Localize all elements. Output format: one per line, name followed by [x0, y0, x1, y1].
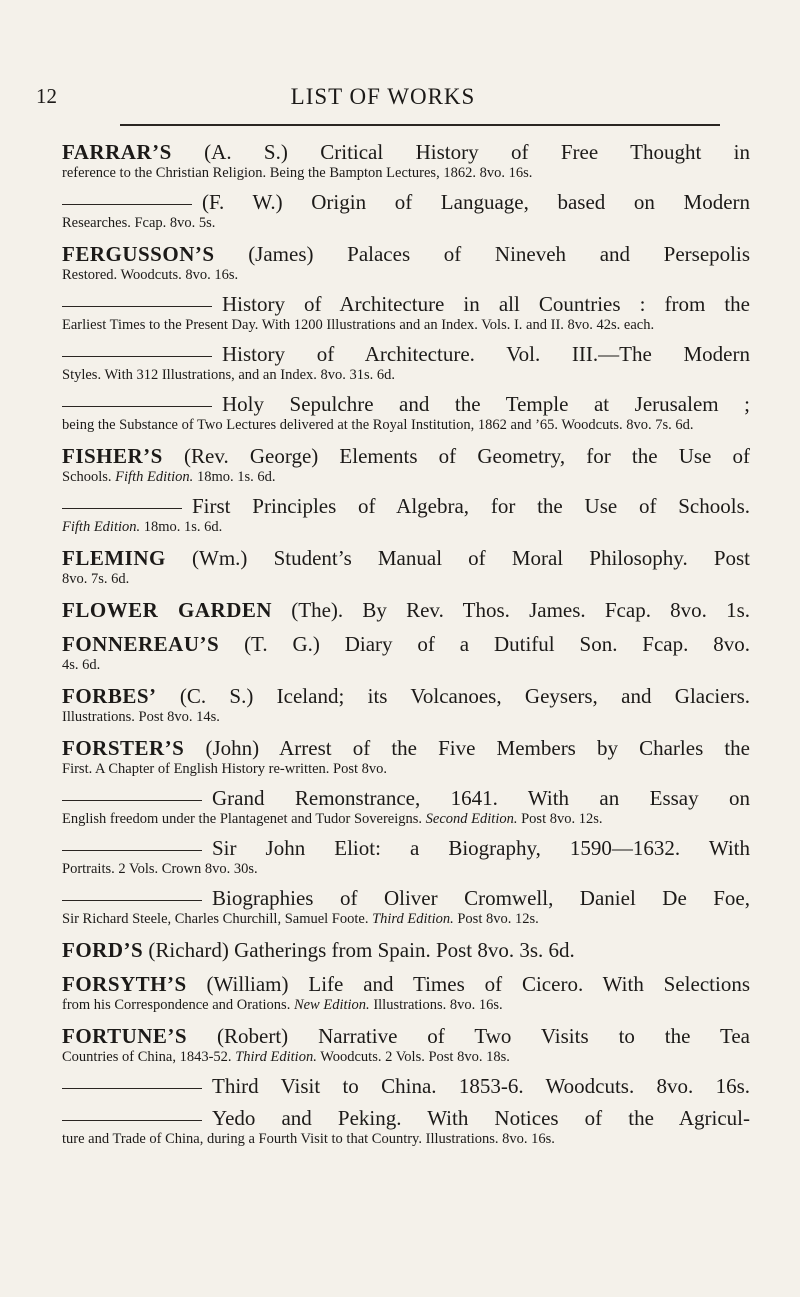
entry-description: 4s. 6d. — [62, 657, 101, 673]
list-item — [62, 598, 750, 622]
ditto-dash — [62, 800, 202, 801]
entry-description: Restored. Woodcuts. 8vo. 16s. — [62, 267, 239, 283]
entry-description: Fifth Edition. 18mo. 1s. 6d. — [62, 519, 223, 535]
list-item — [62, 494, 750, 536]
entry-author: FORSYTH’S — [62, 972, 187, 996]
entry-title: Arrest of the Five Members by Charles the — [279, 736, 751, 760]
entry-author: FORTUNE’S — [62, 1024, 188, 1048]
entry-title: Third Visit to China. 1853-6. Woodcuts. 8vo. 16s. — [212, 1074, 750, 1098]
entry-description: ture and Trade of China, during a Fourth Visit to that Country. Illustrations. 8vo. 16s. — [62, 1131, 555, 1147]
entry-description: Countries of China, 1843-52. Third Edition. Woodcuts. 2 Vols. Post 8vo. 18s. — [62, 1049, 510, 1065]
ditto-dash — [62, 204, 192, 205]
list-item — [62, 786, 750, 828]
entry-title: Sir John Eliot: a Biography, 1590—1632. With — [212, 836, 750, 860]
entry-author: FLEMING — [62, 546, 166, 570]
entry-initials: (The). — [291, 598, 344, 622]
page-number: 12 — [36, 84, 57, 108]
entry-description: Earliest Times to the Present Day. With 1200 Illustrations and an Index. Vols. I. and II. 8vo. 42s. each. — [62, 317, 655, 333]
list-item — [62, 242, 750, 284]
entry-author: FLOWER GARDEN — [62, 598, 273, 622]
entry-description: 8vo. 7s. 6d. — [62, 571, 130, 587]
list-item — [62, 836, 750, 878]
entry-initials: (John) — [205, 736, 260, 760]
works-list — [62, 140, 750, 1158]
entry-title: Narrative of Two Visits to the Tea — [318, 1024, 751, 1048]
entry-initials: (A. S.) — [204, 140, 288, 164]
entry-title: Holy Sepulchre and the Temple at Jerusalem ; — [222, 392, 750, 416]
entry-initials: (F. W.) — [202, 190, 283, 214]
entry-initials: (T. G.) — [244, 632, 320, 656]
list-item — [62, 546, 750, 588]
entry-title: Biographies of Oliver Cromwell, Daniel De Foe, — [212, 886, 750, 910]
entry-author: FISHER’S — [62, 444, 163, 468]
entry-description: Sir Richard Steele, Charles Churchill, Samuel Foote. Third Edition. Post 8vo. 12s. — [62, 911, 539, 927]
list-item — [62, 292, 750, 334]
page-header — [36, 84, 730, 114]
entry-description: being the Substance of Two Lectures delivered at the Royal Institution, 1862 and ’65. Woodcuts. 8vo. 7s. 6d. — [62, 417, 694, 433]
entry-initials: (Rev. George) — [184, 444, 319, 468]
entry-initials: (C. S.) — [179, 684, 254, 708]
entry-author: FORBES’ — [62, 684, 157, 708]
list-item — [62, 140, 750, 182]
entry-author: FARRAR’S — [62, 140, 172, 164]
entry-initials: (Robert) — [217, 1024, 289, 1048]
list-item — [62, 1106, 750, 1148]
list-item — [62, 190, 750, 232]
list-item — [62, 392, 750, 434]
entry-initials: (James) — [248, 242, 314, 266]
entry-title: Gatherings from Spain. Post 8vo. 3s. 6d. — [234, 938, 575, 962]
entry-title: Palaces of Nineveh and Persepolis — [347, 242, 751, 266]
list-item — [62, 1024, 750, 1066]
entry-title: History of Architecture. Vol. III.—The Modern — [222, 342, 750, 366]
entry-author: FORSTER’S — [62, 736, 185, 760]
list-item — [62, 342, 750, 384]
entry-title: Diary of a Dutiful Son. Fcap. 8vo. — [344, 632, 751, 656]
list-item — [62, 632, 750, 674]
ditto-dash — [62, 508, 182, 509]
entry-title: Origin of Language, based on Modern — [311, 190, 751, 214]
entry-author: FONNEREAU’S — [62, 632, 220, 656]
entry-description: Schools. Fifth Edition. 18mo. 1s. 6d. — [62, 469, 276, 485]
ditto-dash — [62, 900, 202, 901]
entry-description: First. A Chapter of English History re-written. Post 8vo. — [62, 761, 388, 777]
list-item — [62, 1074, 750, 1098]
ditto-dash — [62, 306, 212, 307]
list-item — [62, 684, 750, 726]
ditto-dash — [62, 406, 212, 407]
entry-initials: (Wm.) — [192, 546, 248, 570]
list-item — [62, 886, 750, 928]
list-item — [62, 444, 750, 486]
entry-description: English freedom under the Plantagenet and Tudor Sovereigns. Second Edition. Post 8vo. 12s. — [62, 811, 603, 827]
entry-title: Life and Times of Cicero. With Selections — [308, 972, 750, 996]
ditto-dash — [62, 850, 202, 851]
entry-title: Iceland; its Volcanoes, Geysers, and Glaciers. — [276, 684, 750, 708]
ditto-dash — [62, 356, 212, 357]
entry-title: History of Architecture in all Countries : from the — [222, 292, 750, 316]
list-item — [62, 938, 750, 962]
entry-title: Critical History of Free Thought in — [320, 140, 750, 164]
entry-title: Student’s Manual of Moral Philosophy. Post — [273, 546, 751, 570]
running-title: LIST OF WORKS — [290, 84, 476, 109]
header-rule — [120, 124, 720, 126]
entry-description: from his Correspondence and Orations. New Edition. Illustrations. 8vo. 16s. — [62, 997, 503, 1013]
entry-title: Elements of Geometry, for the Use of — [339, 444, 751, 468]
entry-description: Researches. Fcap. 8vo. 5s. — [62, 215, 216, 231]
ditto-dash — [62, 1120, 202, 1121]
entry-description: Illustrations. Post 8vo. 14s. — [62, 709, 220, 725]
entry-description: reference to the Christian Religion. Being the Bampton Lectures, 1862. 8vo. 16s. — [62, 165, 533, 181]
entry-description: Styles. With 312 Illustrations, and an Index. 8vo. 31s. 6d. — [62, 367, 396, 383]
entry-title: By Rev. Thos. James. Fcap. 8vo. 1s. — [362, 598, 751, 622]
entry-author: FERGUSSON’S — [62, 242, 215, 266]
list-item — [62, 972, 750, 1014]
entry-author: FORD’S — [62, 938, 144, 962]
ditto-dash — [62, 1088, 202, 1089]
entry-title: First Principles of Algebra, for the Use of Schools. — [192, 494, 750, 518]
entry-initials: (Richard) — [148, 938, 229, 962]
entry-initials: (William) — [206, 972, 289, 996]
entry-title: Yedo and Peking. With Notices of the Agricul- — [212, 1106, 750, 1130]
entry-description: Portraits. 2 Vols. Crown 8vo. 30s. — [62, 861, 258, 877]
entry-title: Grand Remonstrance, 1641. With an Essay on — [212, 786, 750, 810]
list-item — [62, 736, 750, 778]
